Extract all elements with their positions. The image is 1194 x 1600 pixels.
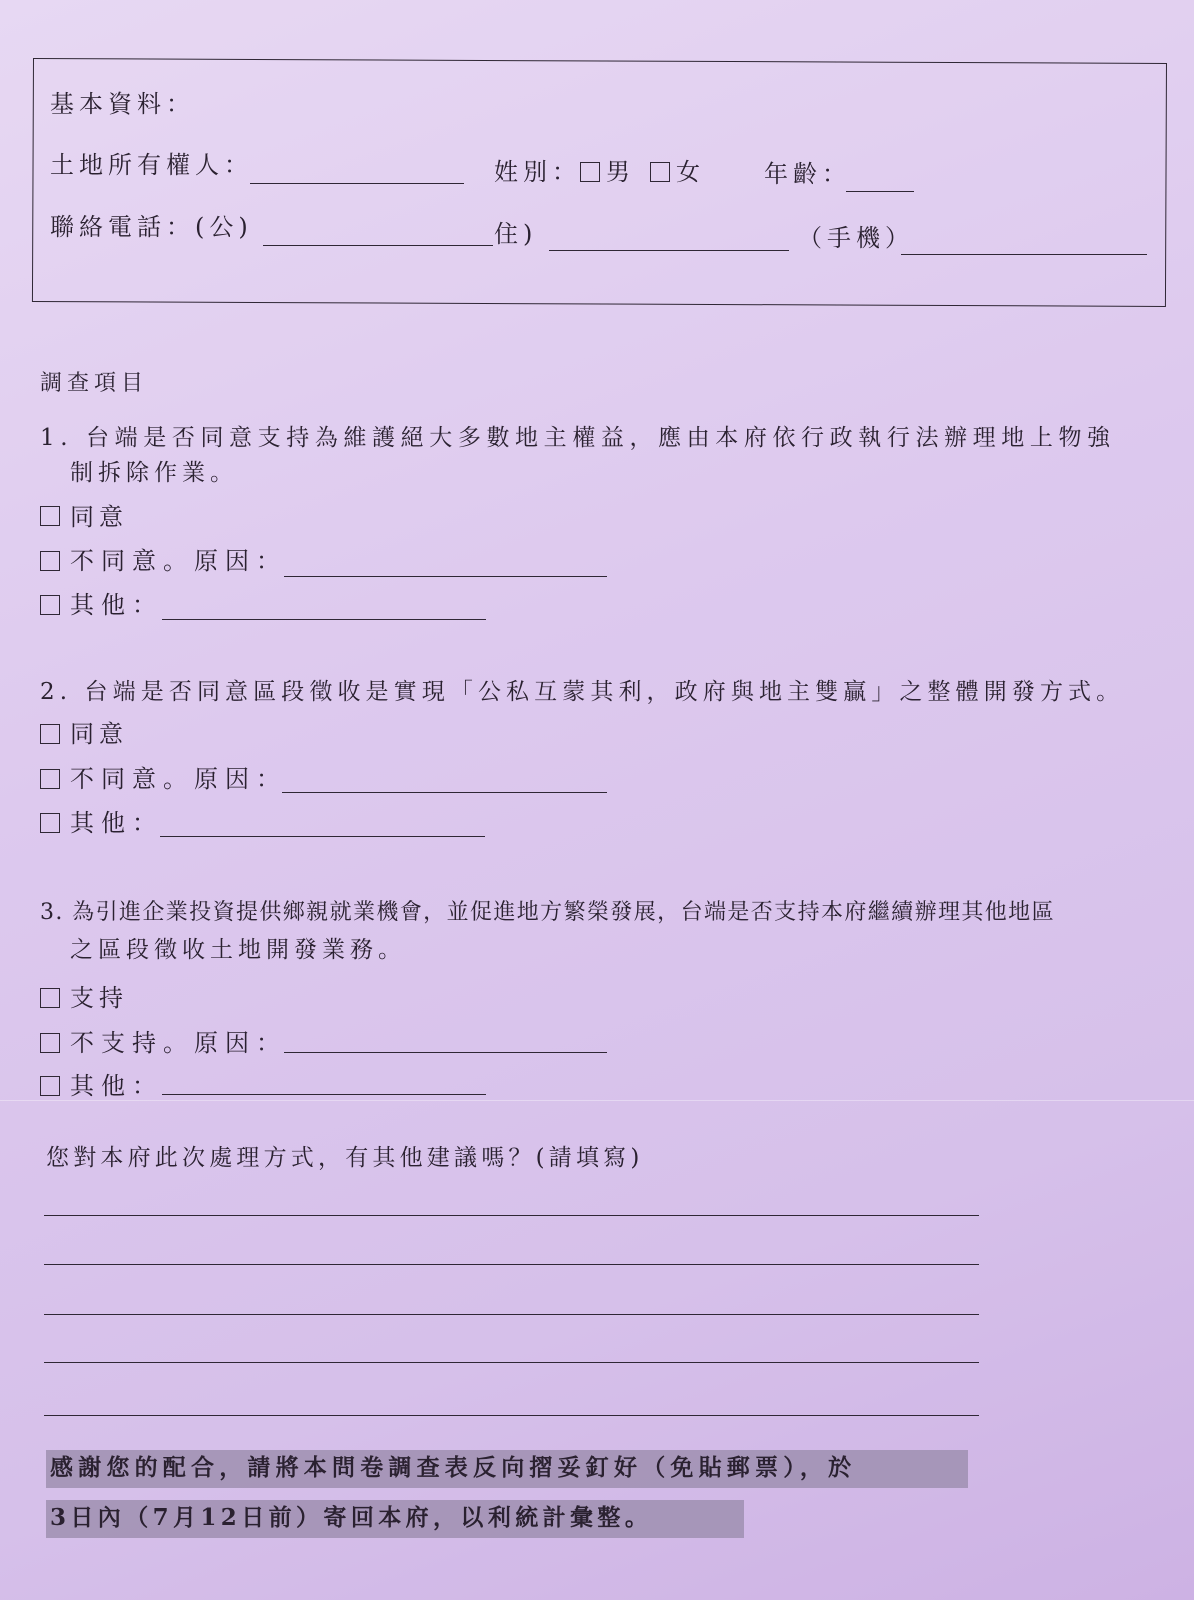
age-label: 年齡：	[764, 160, 851, 188]
q3-other-checkbox[interactable]	[40, 1076, 60, 1096]
q1-disagree-checkbox[interactable]	[40, 551, 60, 571]
owner-label: 土地所有權人：	[50, 151, 253, 179]
phone-office-field[interactable]	[263, 245, 493, 246]
age-field[interactable]	[846, 191, 914, 192]
q2-text-line1: 2. 台端是否同意區段徵收是實現「公私互蒙其利，政府與地主雙贏」之整體開發方式。	[40, 679, 1125, 705]
q1-other-field[interactable]	[162, 619, 486, 620]
phone-home-label: 住)	[494, 220, 538, 248]
q1-other-checkbox[interactable]	[40, 595, 60, 615]
q3-not-support-reason-field[interactable]	[284, 1052, 607, 1053]
paper-fold-crease	[0, 1100, 1194, 1101]
q3-text-line2: 之區段徵收土地開發業務。	[70, 937, 406, 963]
gender-male-label: 男	[606, 158, 635, 186]
suggestion-prompt: 您對本府此次處理方式，有其他建議嗎？(請填寫)	[46, 1145, 644, 1171]
q1-disagree-reason-field[interactable]	[284, 576, 607, 577]
basic-info-box	[32, 58, 1167, 307]
q3-support-label: 支持	[70, 984, 128, 1012]
q1-text-line1: 1. 台端是否同意支持為維護絕大多數地主權益，應由本府依行政執行法辦理地上物強	[40, 425, 1116, 451]
q3-support-checkbox[interactable]	[40, 988, 60, 1008]
q1-other-label: 其他：	[70, 591, 163, 619]
q2-disagree-label: 不同意。原因：	[70, 765, 287, 793]
suggestion-line-3[interactable]	[44, 1314, 979, 1315]
gender-female-checkbox[interactable]	[650, 162, 670, 182]
closing-line2: 3日內（7月12日前）寄回本府，以利統計彙整。	[50, 1504, 653, 1531]
gender-female-label: 女	[676, 158, 705, 186]
q3-not-support-label: 不支持。原因：	[70, 1029, 287, 1057]
q3-other-label: 其他：	[70, 1072, 163, 1100]
suggestion-line-1[interactable]	[44, 1215, 979, 1216]
phone-mobile-field[interactable]	[901, 254, 1147, 255]
gender-male-checkbox[interactable]	[580, 162, 600, 182]
q1-disagree-label: 不同意。原因：	[70, 547, 287, 575]
phone-home-field[interactable]	[549, 250, 789, 251]
suggestion-line-2[interactable]	[44, 1264, 979, 1265]
q3-not-support-checkbox[interactable]	[40, 1033, 60, 1053]
owner-name-field[interactable]	[250, 183, 464, 184]
q2-disagree-reason-field[interactable]	[282, 792, 607, 793]
q2-agree-checkbox[interactable]	[40, 724, 60, 744]
q2-other-field[interactable]	[160, 836, 485, 837]
survey-heading: 調查項目	[40, 371, 149, 396]
q2-other-checkbox[interactable]	[40, 813, 60, 833]
q1-agree-checkbox[interactable]	[40, 506, 60, 526]
closing-line1: 感謝您的配合，請將本問卷調查表反向摺妥釘好（免貼郵票），於	[50, 1454, 857, 1481]
q3-other-field[interactable]	[162, 1094, 486, 1095]
phone-mobile-label: （手機）	[798, 224, 914, 252]
q1-text-line2: 制拆除作業。	[70, 460, 238, 486]
basic-info-heading: 基本資料：	[50, 90, 195, 118]
phone-label: 聯絡電話：(公)	[50, 213, 253, 241]
suggestion-line-4[interactable]	[44, 1362, 979, 1363]
q2-agree-label: 同意	[70, 720, 128, 748]
q1-agree-label: 同意	[70, 503, 128, 531]
q2-disagree-checkbox[interactable]	[40, 769, 60, 789]
q3-text-line1: 3. 為引進企業投資提供鄉親就業機會，並促進地方繁榮發展，台端是否支持本府繼續辦理其他地區	[40, 900, 1055, 925]
q2-other-label: 其他：	[70, 809, 163, 837]
suggestion-line-5[interactable]	[44, 1415, 979, 1416]
gender-label: 姓別：	[494, 158, 581, 186]
